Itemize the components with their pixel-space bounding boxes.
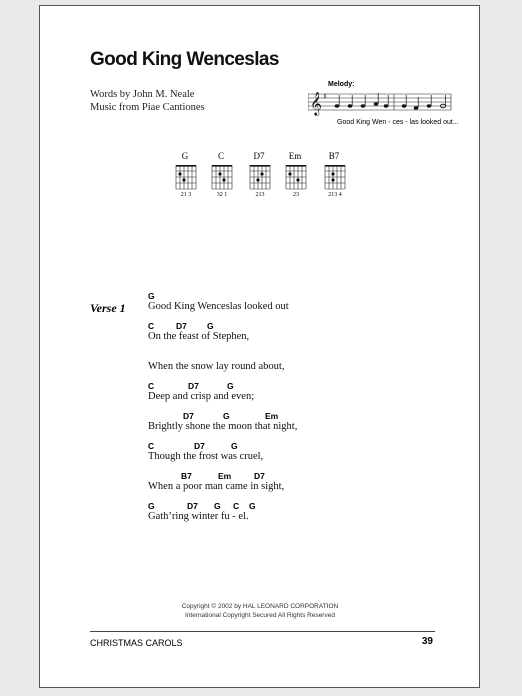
chord-symbol: G xyxy=(223,411,230,421)
chord-name: B7 xyxy=(328,151,340,161)
copyright-line-1: Copyright © 2002 by HAL LEONARD CORPORATION xyxy=(181,603,339,610)
melody-lyric: Good King Wen - ces - las looked out... xyxy=(337,119,459,126)
chord-symbol: D7 xyxy=(188,381,199,391)
verse-label: Verse 1 xyxy=(90,301,126,315)
chord-symbol: C xyxy=(148,381,155,391)
chord-name: C xyxy=(217,151,224,161)
chord-symbol: D7 xyxy=(183,411,194,421)
chord-symbol: Em xyxy=(218,471,232,481)
lyric-line: Though the frost was cruel, xyxy=(148,451,264,462)
chord-fingering: 23 xyxy=(293,192,299,198)
chord-name: D7 xyxy=(253,151,265,161)
chord-symbol: G xyxy=(148,501,155,511)
melody-notes xyxy=(335,93,446,110)
lyricist-credit: Words by John M. Neale xyxy=(90,89,195,100)
chord-symbol: G xyxy=(227,381,234,391)
book-title: CHRISTMAS CAROLS xyxy=(90,638,183,648)
lyric-line: When the snow lay round about, xyxy=(148,361,285,372)
chord-symbol: C xyxy=(148,321,155,331)
footer-divider xyxy=(90,631,435,632)
chord-grid-icon xyxy=(247,161,277,193)
sheet-music-page xyxy=(39,5,480,688)
lyric-line: Brightly shone the moon that night, xyxy=(148,421,298,432)
chord-symbol: Em xyxy=(265,411,279,421)
copyright-line-2: International Copyright Secured All Rights Reserved xyxy=(185,612,335,619)
chord-grid-icon xyxy=(209,161,239,193)
chord-symbol: G xyxy=(214,501,221,511)
lyric-line: When a poor man came in sight, xyxy=(148,481,285,492)
chord-symbol: C xyxy=(233,501,240,511)
lyric-line: On the feast of Stephen, xyxy=(148,331,250,342)
melody-label: Melody: xyxy=(328,81,355,88)
chord-symbol: G xyxy=(249,501,256,511)
chord-grid-icon xyxy=(173,161,203,193)
svg-text:♯: ♯ xyxy=(323,92,327,101)
chord-symbol: D7 xyxy=(187,501,198,511)
chord-fingering: 21 3 xyxy=(180,192,192,198)
song-title: Good King Wenceslas xyxy=(90,49,279,70)
chord-symbol: D7 xyxy=(176,321,187,331)
chord-name: Em xyxy=(288,151,302,161)
chord-symbol: G xyxy=(148,291,155,301)
chord-symbol: C xyxy=(148,441,155,451)
lyric-line: Gath’ring winter fu - el. xyxy=(148,511,249,522)
lyric-line: Deep and crisp and even; xyxy=(148,391,255,402)
chord-symbol: G xyxy=(231,441,238,451)
chord-grid-icon xyxy=(283,161,313,193)
chord-symbol: G xyxy=(207,321,214,331)
chord-grid-icon xyxy=(322,161,352,193)
chord-fingering: 32 1 xyxy=(216,192,228,198)
chord-fingering: 213 xyxy=(255,192,265,198)
melody-staff xyxy=(308,90,454,118)
lyric-line: Good King Wenceslas looked out xyxy=(148,301,289,312)
treble-clef-icon: 𝄞 xyxy=(310,91,322,115)
chord-fingering: 213 4 xyxy=(328,192,342,198)
chord-symbol: B7 xyxy=(181,471,192,481)
chord-name: G xyxy=(181,151,189,161)
composer-credit: Music from Piae Cantiones xyxy=(90,102,205,113)
chord-symbol: D7 xyxy=(254,471,265,481)
page-number: 39 xyxy=(421,636,433,647)
chord-symbol: D7 xyxy=(194,441,205,451)
